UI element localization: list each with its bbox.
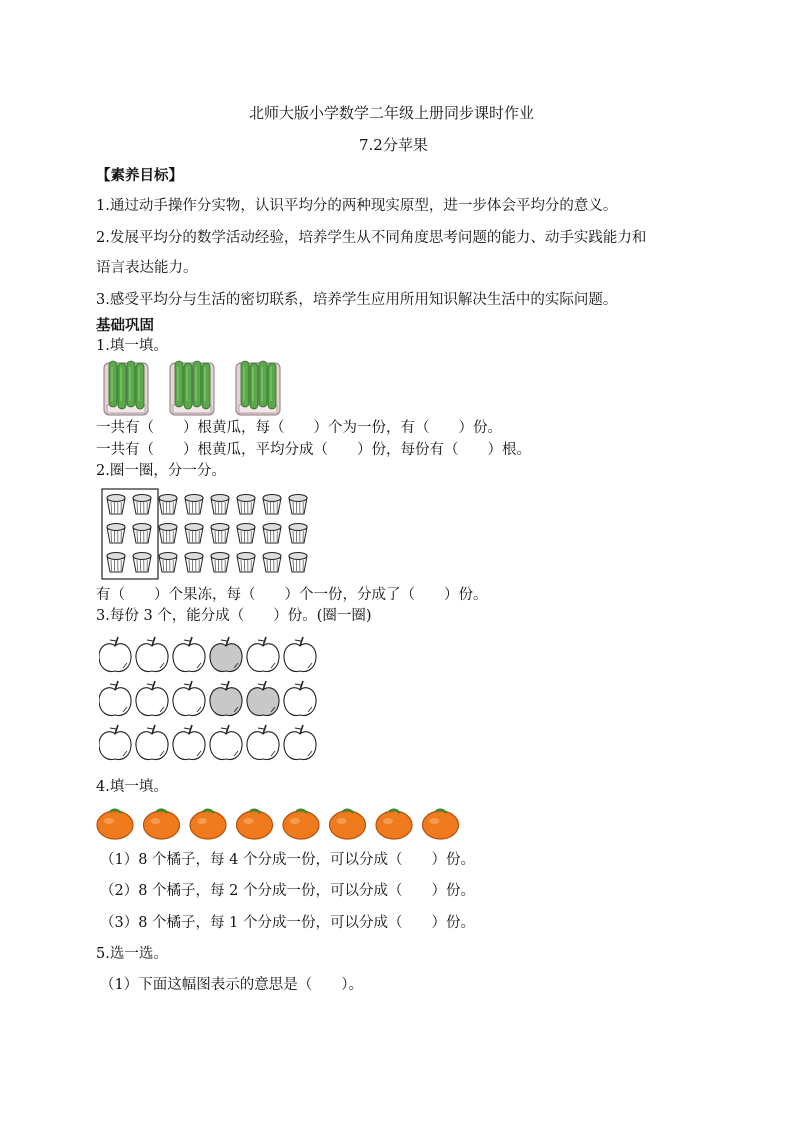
orange <box>330 810 366 839</box>
apple <box>247 681 279 715</box>
apple <box>247 725 279 759</box>
q5-title: 5.选一选。 <box>96 946 168 962</box>
jelly-grid-image <box>101 488 321 580</box>
q1-title: 1.填一填。 <box>96 338 168 354</box>
cucumber-basket <box>236 361 280 415</box>
jelly-cup <box>211 495 229 515</box>
jelly-cup <box>133 495 151 515</box>
apple <box>99 725 131 759</box>
jelly-cup <box>185 553 203 573</box>
apple <box>99 637 131 671</box>
jelly-cup <box>263 495 281 515</box>
q4-item: （3）8 个橘子，每 1 个分成一份，可以分成（ ）份。 <box>100 915 476 931</box>
apple <box>210 681 242 715</box>
orange <box>97 810 133 839</box>
goal-item: 1.通过动手操作分实物，认识平均分的两种现实原型，进一步体会平均分的意义。 <box>96 198 618 214</box>
jelly-cup <box>237 553 255 573</box>
jelly-cup <box>263 553 281 573</box>
jelly-cup <box>289 495 307 515</box>
jelly-cup <box>211 553 229 573</box>
jelly-cup <box>107 495 125 515</box>
jelly-cup <box>237 524 255 544</box>
q1-line2: 一共有（ ）根黄瓜，平均分成（ ）份，每份有（ ）根。 <box>96 442 531 458</box>
orange <box>237 810 273 839</box>
jelly-cup <box>237 495 255 515</box>
jelly-cup <box>107 553 125 573</box>
cucumber-basket <box>170 361 214 415</box>
cucumber-baskets-image <box>96 357 296 417</box>
oranges-image <box>96 806 466 842</box>
page-subtitle: 7.2分苹果 <box>359 136 428 154</box>
apple <box>284 725 316 759</box>
apple <box>173 637 205 671</box>
apple <box>136 681 168 715</box>
goals-heading: 【素养目标】 <box>96 167 183 184</box>
jelly-cup <box>263 524 281 544</box>
goal-item: 3.感受平均分与生活的密切联系，培养学生应用所用知识解决生活中的实际问题。 <box>96 292 618 308</box>
q4-item: （2）8 个橘子，每 2 个分成一份，可以分成（ ）份。 <box>100 883 476 899</box>
apple <box>210 637 242 671</box>
q4-item: （1）8 个橘子，每 4 个分成一份，可以分成（ ）份。 <box>100 852 476 868</box>
jelly-cup <box>211 524 229 544</box>
q5-item1: （1）下面这幅图表示的意思是（ ）。 <box>100 977 363 993</box>
jelly-cup <box>159 553 177 573</box>
jelly-cup <box>107 524 125 544</box>
q2-title: 2.圈一圈，分一分。 <box>96 463 226 479</box>
apple <box>247 637 279 671</box>
goal-item: 2.发展平均分的数学活动经验，培养学生从不同角度思考问题的能力、动手实践能力和 <box>96 230 647 246</box>
apple <box>284 681 316 715</box>
apple <box>284 637 316 671</box>
jelly-cup <box>133 553 151 573</box>
jelly-cup <box>185 495 203 515</box>
apple <box>173 681 205 715</box>
jelly-cup <box>133 524 151 544</box>
jelly-cup <box>289 524 307 544</box>
goal-item: 语言表达能力。 <box>96 260 198 276</box>
q2-line: 有（ ）个果冻，每（ ）个一份，分成了（ ）份。 <box>96 587 488 603</box>
q4-title: 4.填一填。 <box>96 779 168 795</box>
jelly-cup <box>289 553 307 573</box>
apple <box>173 725 205 759</box>
jelly-cup <box>159 524 177 544</box>
orange <box>423 810 459 839</box>
jelly-cup <box>159 495 177 515</box>
orange <box>283 810 319 839</box>
orange <box>376 810 412 839</box>
apple <box>136 725 168 759</box>
section-heading: 基础巩固 <box>96 317 154 334</box>
orange <box>190 810 226 839</box>
apple-grid-image <box>99 634 329 764</box>
apple <box>99 681 131 715</box>
apple <box>210 725 242 759</box>
page-title: 北师大版小学数学二年级上册同步课时作业 <box>249 104 535 122</box>
q1-line1: 一共有（ ）根黄瓜，每（ ）个为一份，有（ ）份。 <box>96 420 502 436</box>
orange <box>144 810 180 839</box>
apple <box>136 637 168 671</box>
cucumber-basket <box>104 361 148 415</box>
q3-title: 3.每份 3 个，能分成（ ）份。(圈一圈) <box>96 608 372 624</box>
jelly-cup <box>185 524 203 544</box>
